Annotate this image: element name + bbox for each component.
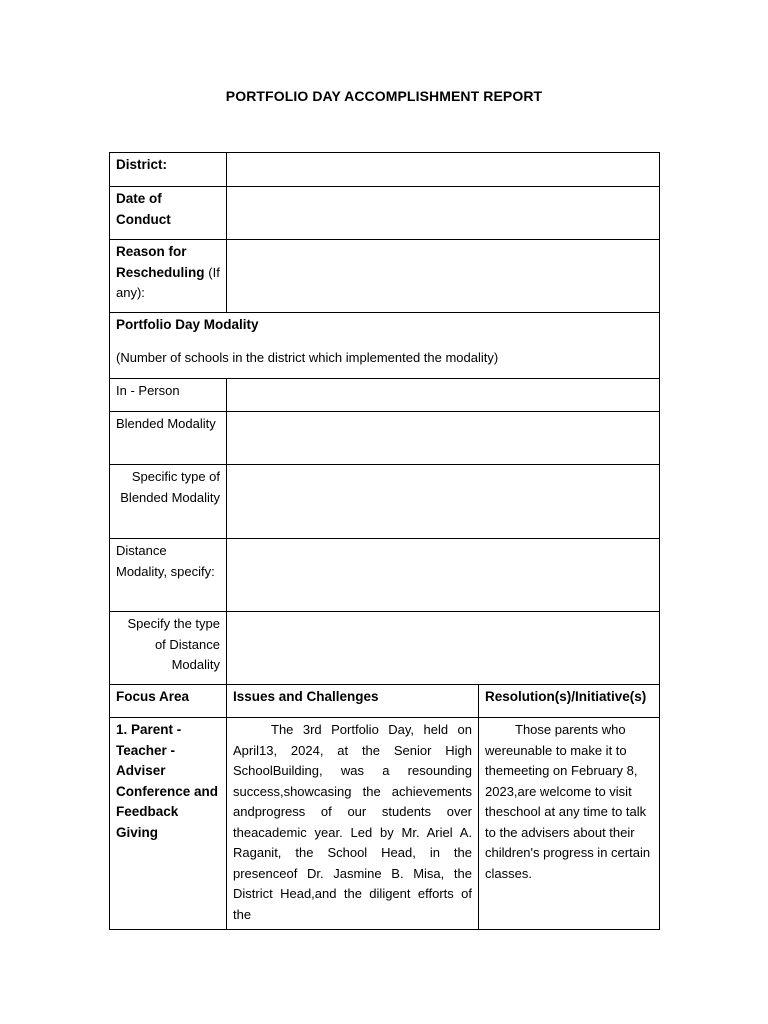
focus-area-header: Focus Area [110, 685, 227, 718]
reason-label: Reason for Rescheduling [116, 244, 205, 280]
distance-type-label: Specify the type of Distance Modality [110, 612, 227, 685]
distance-label: Distance Modality, specify: [110, 539, 227, 612]
distance-field[interactable] [227, 539, 660, 612]
district-field[interactable] [227, 153, 660, 187]
date-field[interactable] [227, 187, 660, 240]
date-row [110, 187, 660, 240]
blended-type-row [110, 465, 660, 539]
distance-row [110, 539, 660, 612]
blended-type-field[interactable] [227, 465, 660, 539]
in-person-field[interactable] [227, 379, 660, 412]
date-label: Date of Conduct [110, 187, 227, 240]
issues-header: Issues and Challenges [227, 685, 479, 718]
district-row [110, 153, 660, 187]
blended-label: Blended Modality [110, 412, 227, 465]
blended-type-label: Specific type of Blended Modality [110, 465, 227, 539]
reason-label-cell [110, 240, 227, 313]
reason-label-note: (If any): [116, 264, 220, 300]
reason-row [110, 240, 660, 313]
in-person-row [110, 379, 660, 412]
distance-type-field[interactable] [227, 612, 660, 685]
resolution-header: Resolution(s)/Initiative(s) [479, 685, 660, 718]
modality-heading: Portfolio Day Modality [116, 317, 259, 332]
blended-row [110, 412, 660, 465]
issues-cell: The 3rd Portfolio Day, held on April13, 2024, at the Senior High SchoolBuilding, was a resounding success,showcasing the achievements andprogress of our students over theacademic year. Led by Mr. Ariel A. Raganit, the School Head, in the presenceof Dr. Jasmine B. Misa, the District Head,and the diligent efforts of the [227, 718, 479, 930]
resolution-cell: Those parents who wereunable to make it to themeeting on February 8, 2023,are welcome to visit theschool at any time to talk to the advisers about their children's progress in certain classes. [479, 718, 660, 930]
focus-row [110, 718, 660, 930]
distance-type-row [110, 612, 660, 685]
modality-note: (Number of schools in the district which implemented the modality) [116, 349, 499, 365]
reason-field[interactable] [227, 240, 660, 313]
focus-area-cell: 1. Parent - Teacher - Adviser Conference and Feedback Giving [110, 718, 227, 930]
district-label: District: [110, 153, 227, 187]
page-title: PORTFOLIO DAY ACCOMPLISHMENT REPORT [225, 88, 543, 104]
modality-cell [110, 313, 660, 379]
modality-row [110, 313, 660, 379]
blended-field[interactable] [227, 412, 660, 465]
accomplishment-form-table [109, 152, 660, 930]
in-person-label: In - Person [110, 379, 227, 412]
focus-header-row [110, 685, 660, 718]
